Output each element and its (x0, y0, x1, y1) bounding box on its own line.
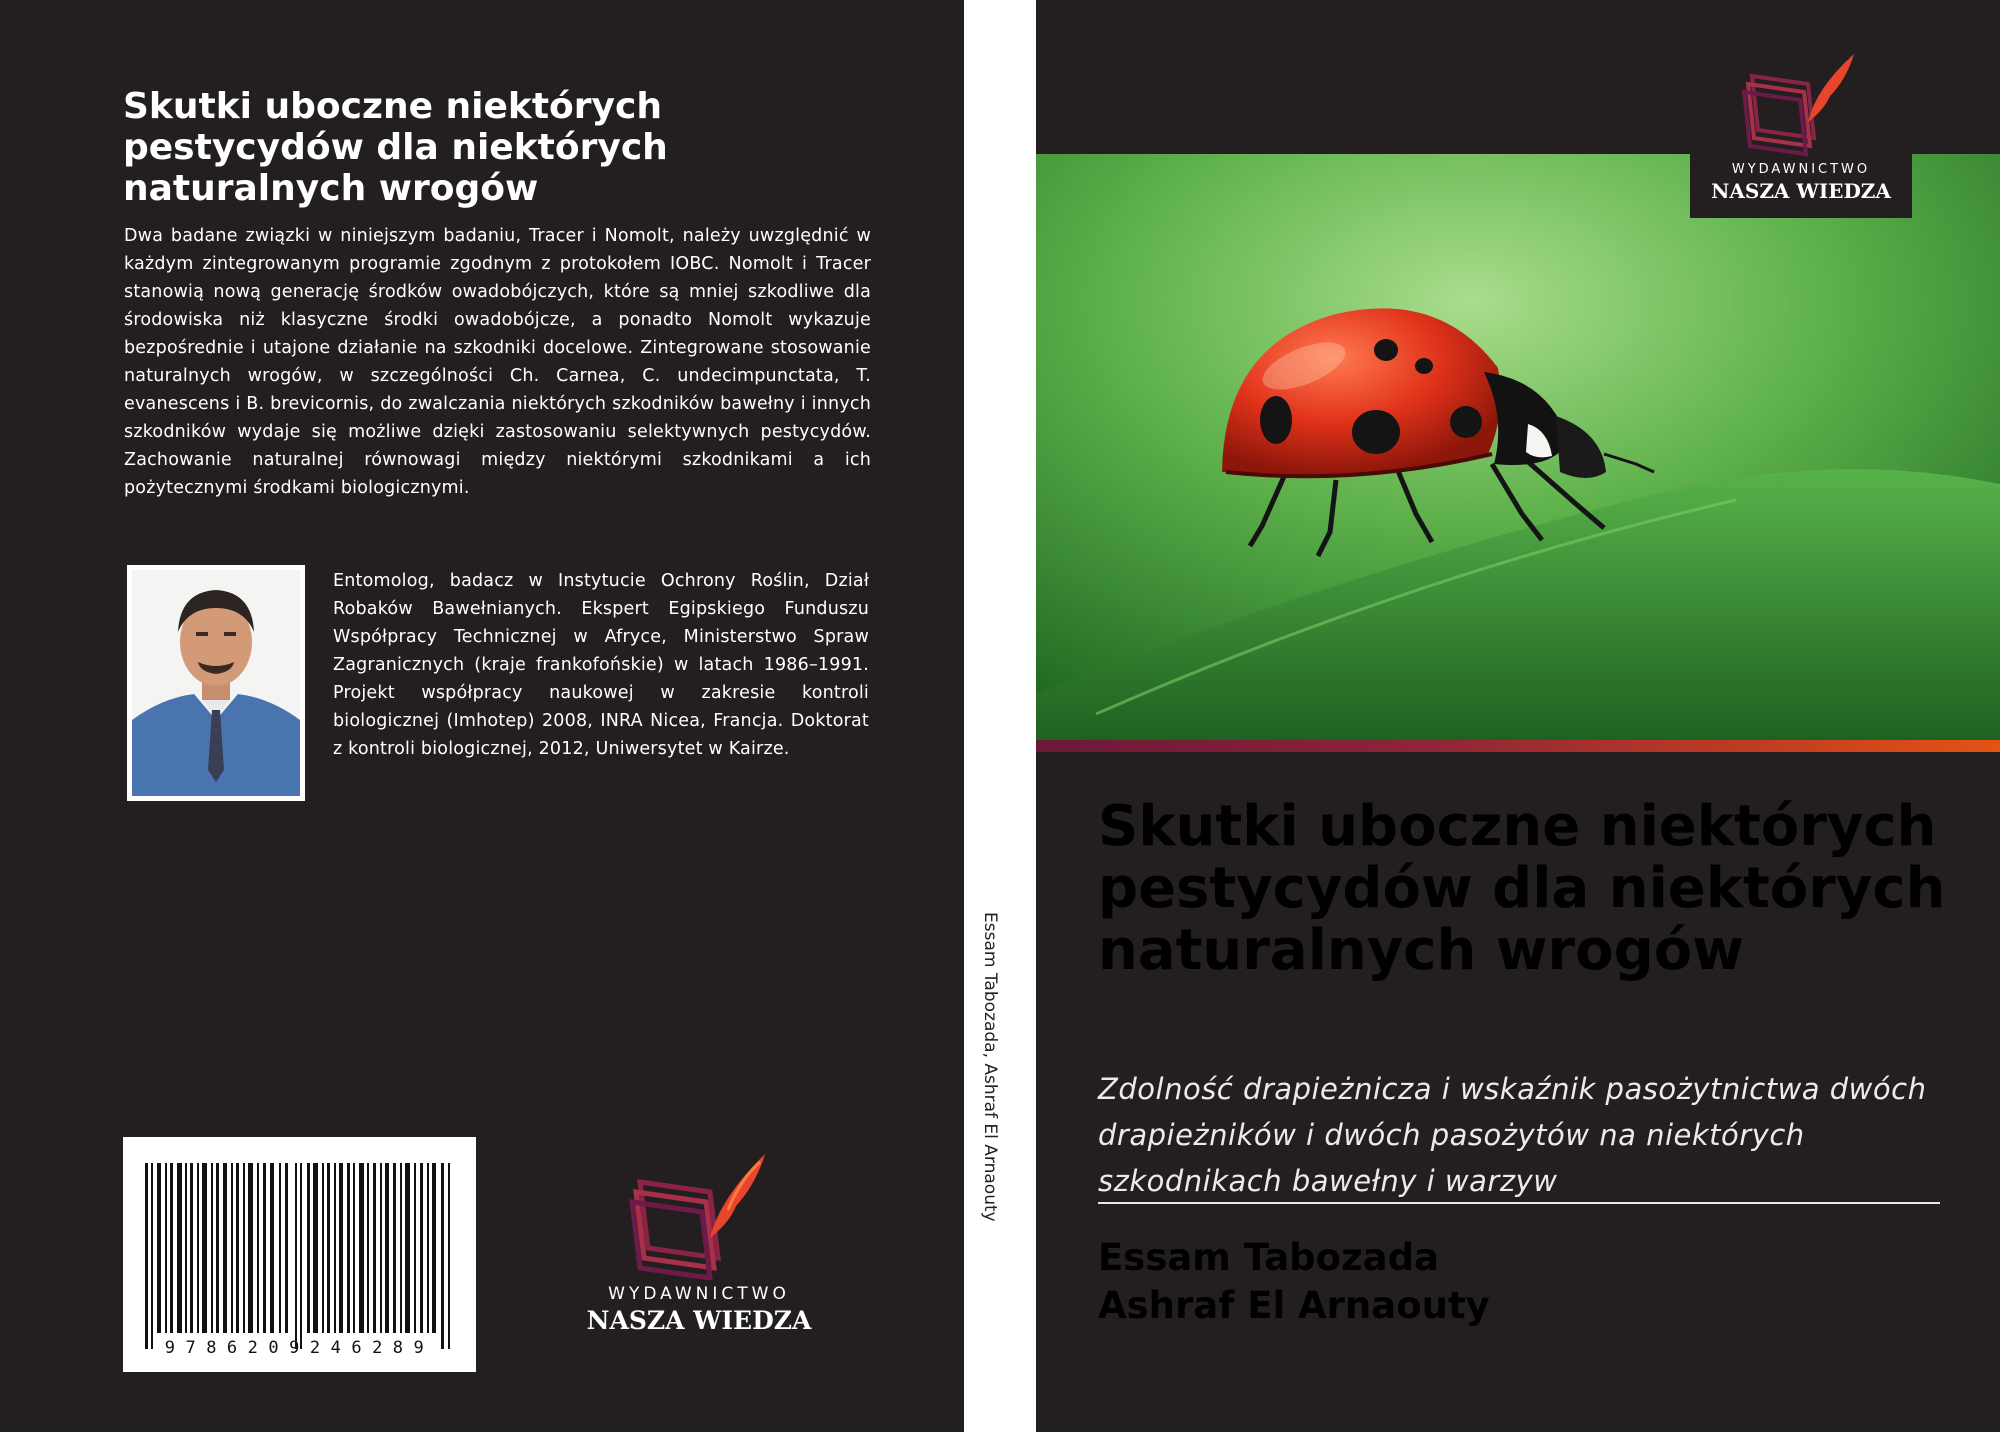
ladybug-image-icon (1036, 154, 2000, 746)
author-photo (127, 565, 305, 801)
author-name-1: Essam Tabozada (1098, 1236, 1440, 1279)
publisher-line1-front: WYDAWNICTWO (1731, 162, 1871, 177)
spine-authors: Essam Tabozada, Ashraf El Arnaouty (980, 912, 1000, 1222)
barcode-number: 9786209246289 (164, 1338, 435, 1358)
publisher-line2-back: NASZA WIEDZA (586, 1306, 812, 1335)
back-title: Skutki uboczne niektórych pestycydów dla niektórych naturalnych wrogów (123, 86, 668, 209)
ladybug-photo (1036, 154, 2000, 746)
front-title: Skutki uboczne niektórych pestycydów dla niektórych naturalnych wrogów (1098, 794, 1946, 983)
isbn-barcode (123, 1137, 476, 1372)
subtitle-divider (1098, 1202, 1940, 1204)
publisher-line1-back: WYDAWNICTWO (608, 1284, 790, 1304)
publisher-logo-back (560, 1140, 838, 1340)
author-bio: Entomolog, badacz w Instytucie Ochrony Roślin, Dział Robaków Bawełnianych. Ekspert Egipskiego Funduszu Współpracy Technicznej w Afryce, Ministerstwo Spraw Zagranicznych (kraje frankofońskie) w latach 1986–1991. Projekt współpracy naukowej w zakresie kontroli biologicznej (Imhotep) 2008, INRA Nicea, Francja. Doktorat z kontroli biologicznej, 2012, Uniwersytet w Kairze. (333, 571, 869, 759)
publisher-line2-front: NASZA WIEDZA (1711, 179, 1891, 203)
author-portrait-icon (132, 570, 300, 796)
spine (964, 0, 1036, 1432)
barcode-bars-icon (123, 1137, 476, 1372)
book-quill-logo-icon (1690, 40, 1912, 158)
front-subtitle: Zdolność drapieżnicza i wskaźnik pasożytnictwa dwóch drapieżników i dwóch pasożytów na niektórych szkodnikach bawełny i warzyw (1098, 1072, 1927, 1198)
back-cover (0, 0, 964, 1432)
author-name-2: Ashraf El Arnaouty (1098, 1284, 1490, 1327)
book-quill-logo-icon (560, 1140, 838, 1280)
accent-stripe (1036, 740, 2000, 752)
publisher-logo-front (1690, 40, 1912, 218)
back-blurb: Dwa badane związki w niniejszym badaniu, Tracer i Nomolt, należy uwzględnić w każdym zintegrowanym programie zgodnym z protokołem IOBC. Nomolt i Tracer stanowią nową generację środków owadobójczych, które są mniej szkodliwe dla środowiska niż klasyczne środki owadobójcze, a ponadto Nomolt wykazuje bezpośrednie i utajone działanie na szkodniki docelowe. Zintegrowane stosowanie naturalnych wrogów, w szczególności Ch. Carnea, C. undecimpunctata, T. evanescens i B. brevicornis, do zwalczania niektórych szkodników bawełny i innych szkodników wydaje się możliwe dzięki zastosowaniu selektywnych pestycydów. Zachowanie naturalnej równowagi między niektórymi szkodnikami a ich pożytecznymi środkami biologicznymi. (124, 226, 871, 498)
